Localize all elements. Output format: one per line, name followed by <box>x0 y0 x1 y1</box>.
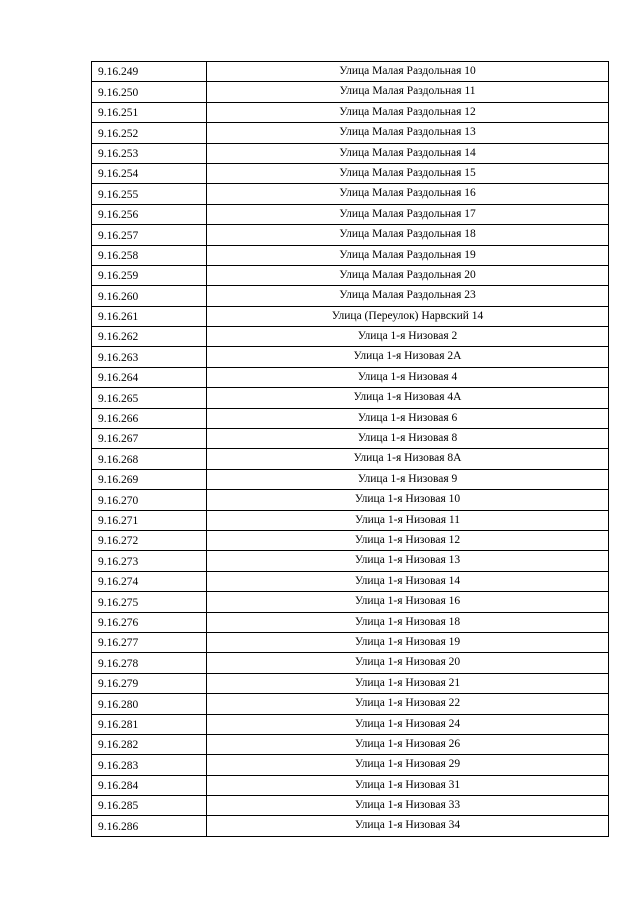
row-number: 9.16.280 <box>92 694 207 714</box>
address-name: Улица 1-я Низовая 26 <box>207 734 609 754</box>
row-number: 9.16.258 <box>92 245 207 265</box>
row-number: 9.16.261 <box>92 306 207 326</box>
table-row <box>92 82 609 102</box>
address-name: Улица Малая Раздольная 19 <box>207 245 609 265</box>
table-row <box>92 408 609 428</box>
table-row <box>92 775 609 795</box>
table-row <box>92 163 609 183</box>
address-name: Улица 1-я Низовая 34 <box>207 816 609 836</box>
table-row <box>92 694 609 714</box>
address-name: Улица 1-я Низовая 2А <box>207 347 609 367</box>
row-number: 9.16.284 <box>92 775 207 795</box>
table-row <box>92 571 609 591</box>
table-row <box>92 225 609 245</box>
row-number: 9.16.257 <box>92 225 207 245</box>
table-row <box>92 347 609 367</box>
address-name: Улица Малая Раздольная 14 <box>207 143 609 163</box>
address-name: Улица Малая Раздольная 10 <box>207 62 609 82</box>
row-number: 9.16.254 <box>92 163 207 183</box>
table-row <box>92 184 609 204</box>
address-table <box>91 61 609 837</box>
table-row <box>92 734 609 754</box>
address-name: Улица 1-я Низовая 4 <box>207 367 609 387</box>
address-name: Улица Малая Раздольная 17 <box>207 204 609 224</box>
address-name: Улица 1-я Низовая 31 <box>207 775 609 795</box>
address-name: Улица Малая Раздольная 20 <box>207 265 609 285</box>
address-name: Улица Малая Раздольная 23 <box>207 286 609 306</box>
address-name: Улица 1-я Низовая 12 <box>207 530 609 550</box>
row-number: 9.16.286 <box>92 816 207 836</box>
address-name: Улица 1-я Низовая 8 <box>207 429 609 449</box>
address-name: Улица 1-я Низовая 6 <box>207 408 609 428</box>
table-row <box>92 469 609 489</box>
row-number: 9.16.285 <box>92 796 207 816</box>
address-name: Улица 1-я Низовая 33 <box>207 796 609 816</box>
address-name: Улица Малая Раздольная 13 <box>207 123 609 143</box>
table-row <box>92 714 609 734</box>
address-name: Улица 1-я Низовая 19 <box>207 632 609 652</box>
row-number: 9.16.265 <box>92 388 207 408</box>
row-number: 9.16.249 <box>92 62 207 82</box>
row-number: 9.16.266 <box>92 408 207 428</box>
table-row <box>92 592 609 612</box>
table-row <box>92 490 609 510</box>
row-number: 9.16.268 <box>92 449 207 469</box>
row-number: 9.16.274 <box>92 571 207 591</box>
table-row <box>92 306 609 326</box>
row-number: 9.16.275 <box>92 592 207 612</box>
row-number: 9.16.272 <box>92 530 207 550</box>
address-name: Улица 1-я Низовая 13 <box>207 551 609 571</box>
address-name: Улица 1-я Низовая 22 <box>207 694 609 714</box>
row-number: 9.16.264 <box>92 367 207 387</box>
address-name: Улица 1-я Низовая 20 <box>207 653 609 673</box>
table-row <box>92 286 609 306</box>
row-number: 9.16.270 <box>92 490 207 510</box>
table-row <box>92 204 609 224</box>
table-row <box>92 796 609 816</box>
address-name: Улица 1-я Низовая 29 <box>207 755 609 775</box>
row-number: 9.16.271 <box>92 510 207 530</box>
row-number: 9.16.281 <box>92 714 207 734</box>
address-name: Улица 1-я Низовая 10 <box>207 490 609 510</box>
row-number: 9.16.279 <box>92 673 207 693</box>
table-row <box>92 551 609 571</box>
row-number: 9.16.276 <box>92 612 207 632</box>
address-table-body <box>92 62 609 837</box>
row-number: 9.16.251 <box>92 102 207 122</box>
address-name: Улица 1-я Низовая 16 <box>207 592 609 612</box>
row-number: 9.16.277 <box>92 632 207 652</box>
row-number: 9.16.282 <box>92 734 207 754</box>
row-number: 9.16.273 <box>92 551 207 571</box>
row-number: 9.16.250 <box>92 82 207 102</box>
row-number: 9.16.259 <box>92 265 207 285</box>
table-row <box>92 62 609 82</box>
table-row <box>92 143 609 163</box>
row-number: 9.16.262 <box>92 327 207 347</box>
table-row <box>92 123 609 143</box>
table-row <box>92 673 609 693</box>
row-number: 9.16.256 <box>92 204 207 224</box>
table-row <box>92 816 609 836</box>
address-name: Улица Малая Раздольная 18 <box>207 225 609 245</box>
row-number: 9.16.278 <box>92 653 207 673</box>
table-row <box>92 327 609 347</box>
address-name: Улица Малая Раздольная 12 <box>207 102 609 122</box>
address-name: Улица 1-я Низовая 4А <box>207 388 609 408</box>
row-number: 9.16.269 <box>92 469 207 489</box>
address-name: Улица 1-я Низовая 24 <box>207 714 609 734</box>
table-row <box>92 612 609 632</box>
address-name: Улица 1-я Низовая 11 <box>207 510 609 530</box>
address-name: Улица Малая Раздольная 11 <box>207 82 609 102</box>
row-number: 9.16.255 <box>92 184 207 204</box>
table-row <box>92 449 609 469</box>
table-row <box>92 632 609 652</box>
table-row <box>92 510 609 530</box>
address-name: Улица 1-я Низовая 18 <box>207 612 609 632</box>
row-number: 9.16.253 <box>92 143 207 163</box>
row-number: 9.16.260 <box>92 286 207 306</box>
address-name: Улица 1-я Низовая 2 <box>207 327 609 347</box>
table-row <box>92 653 609 673</box>
row-number: 9.16.252 <box>92 123 207 143</box>
table-row <box>92 367 609 387</box>
address-name: Улица Малая Раздольная 16 <box>207 184 609 204</box>
row-number: 9.16.283 <box>92 755 207 775</box>
address-name: Улица 1-я Низовая 21 <box>207 673 609 693</box>
table-row <box>92 265 609 285</box>
address-name: Улица 1-я Низовая 8А <box>207 449 609 469</box>
address-name: Улица Малая Раздольная 15 <box>207 163 609 183</box>
address-name: Улица 1-я Низовая 14 <box>207 571 609 591</box>
table-row <box>92 388 609 408</box>
table-row <box>92 429 609 449</box>
table-row <box>92 755 609 775</box>
address-name: Улица (Переулок) Нарвский 14 <box>207 306 609 326</box>
table-row <box>92 102 609 122</box>
table-row <box>92 530 609 550</box>
table-row <box>92 245 609 265</box>
row-number: 9.16.263 <box>92 347 207 367</box>
row-number: 9.16.267 <box>92 429 207 449</box>
address-name: Улица 1-я Низовая 9 <box>207 469 609 489</box>
